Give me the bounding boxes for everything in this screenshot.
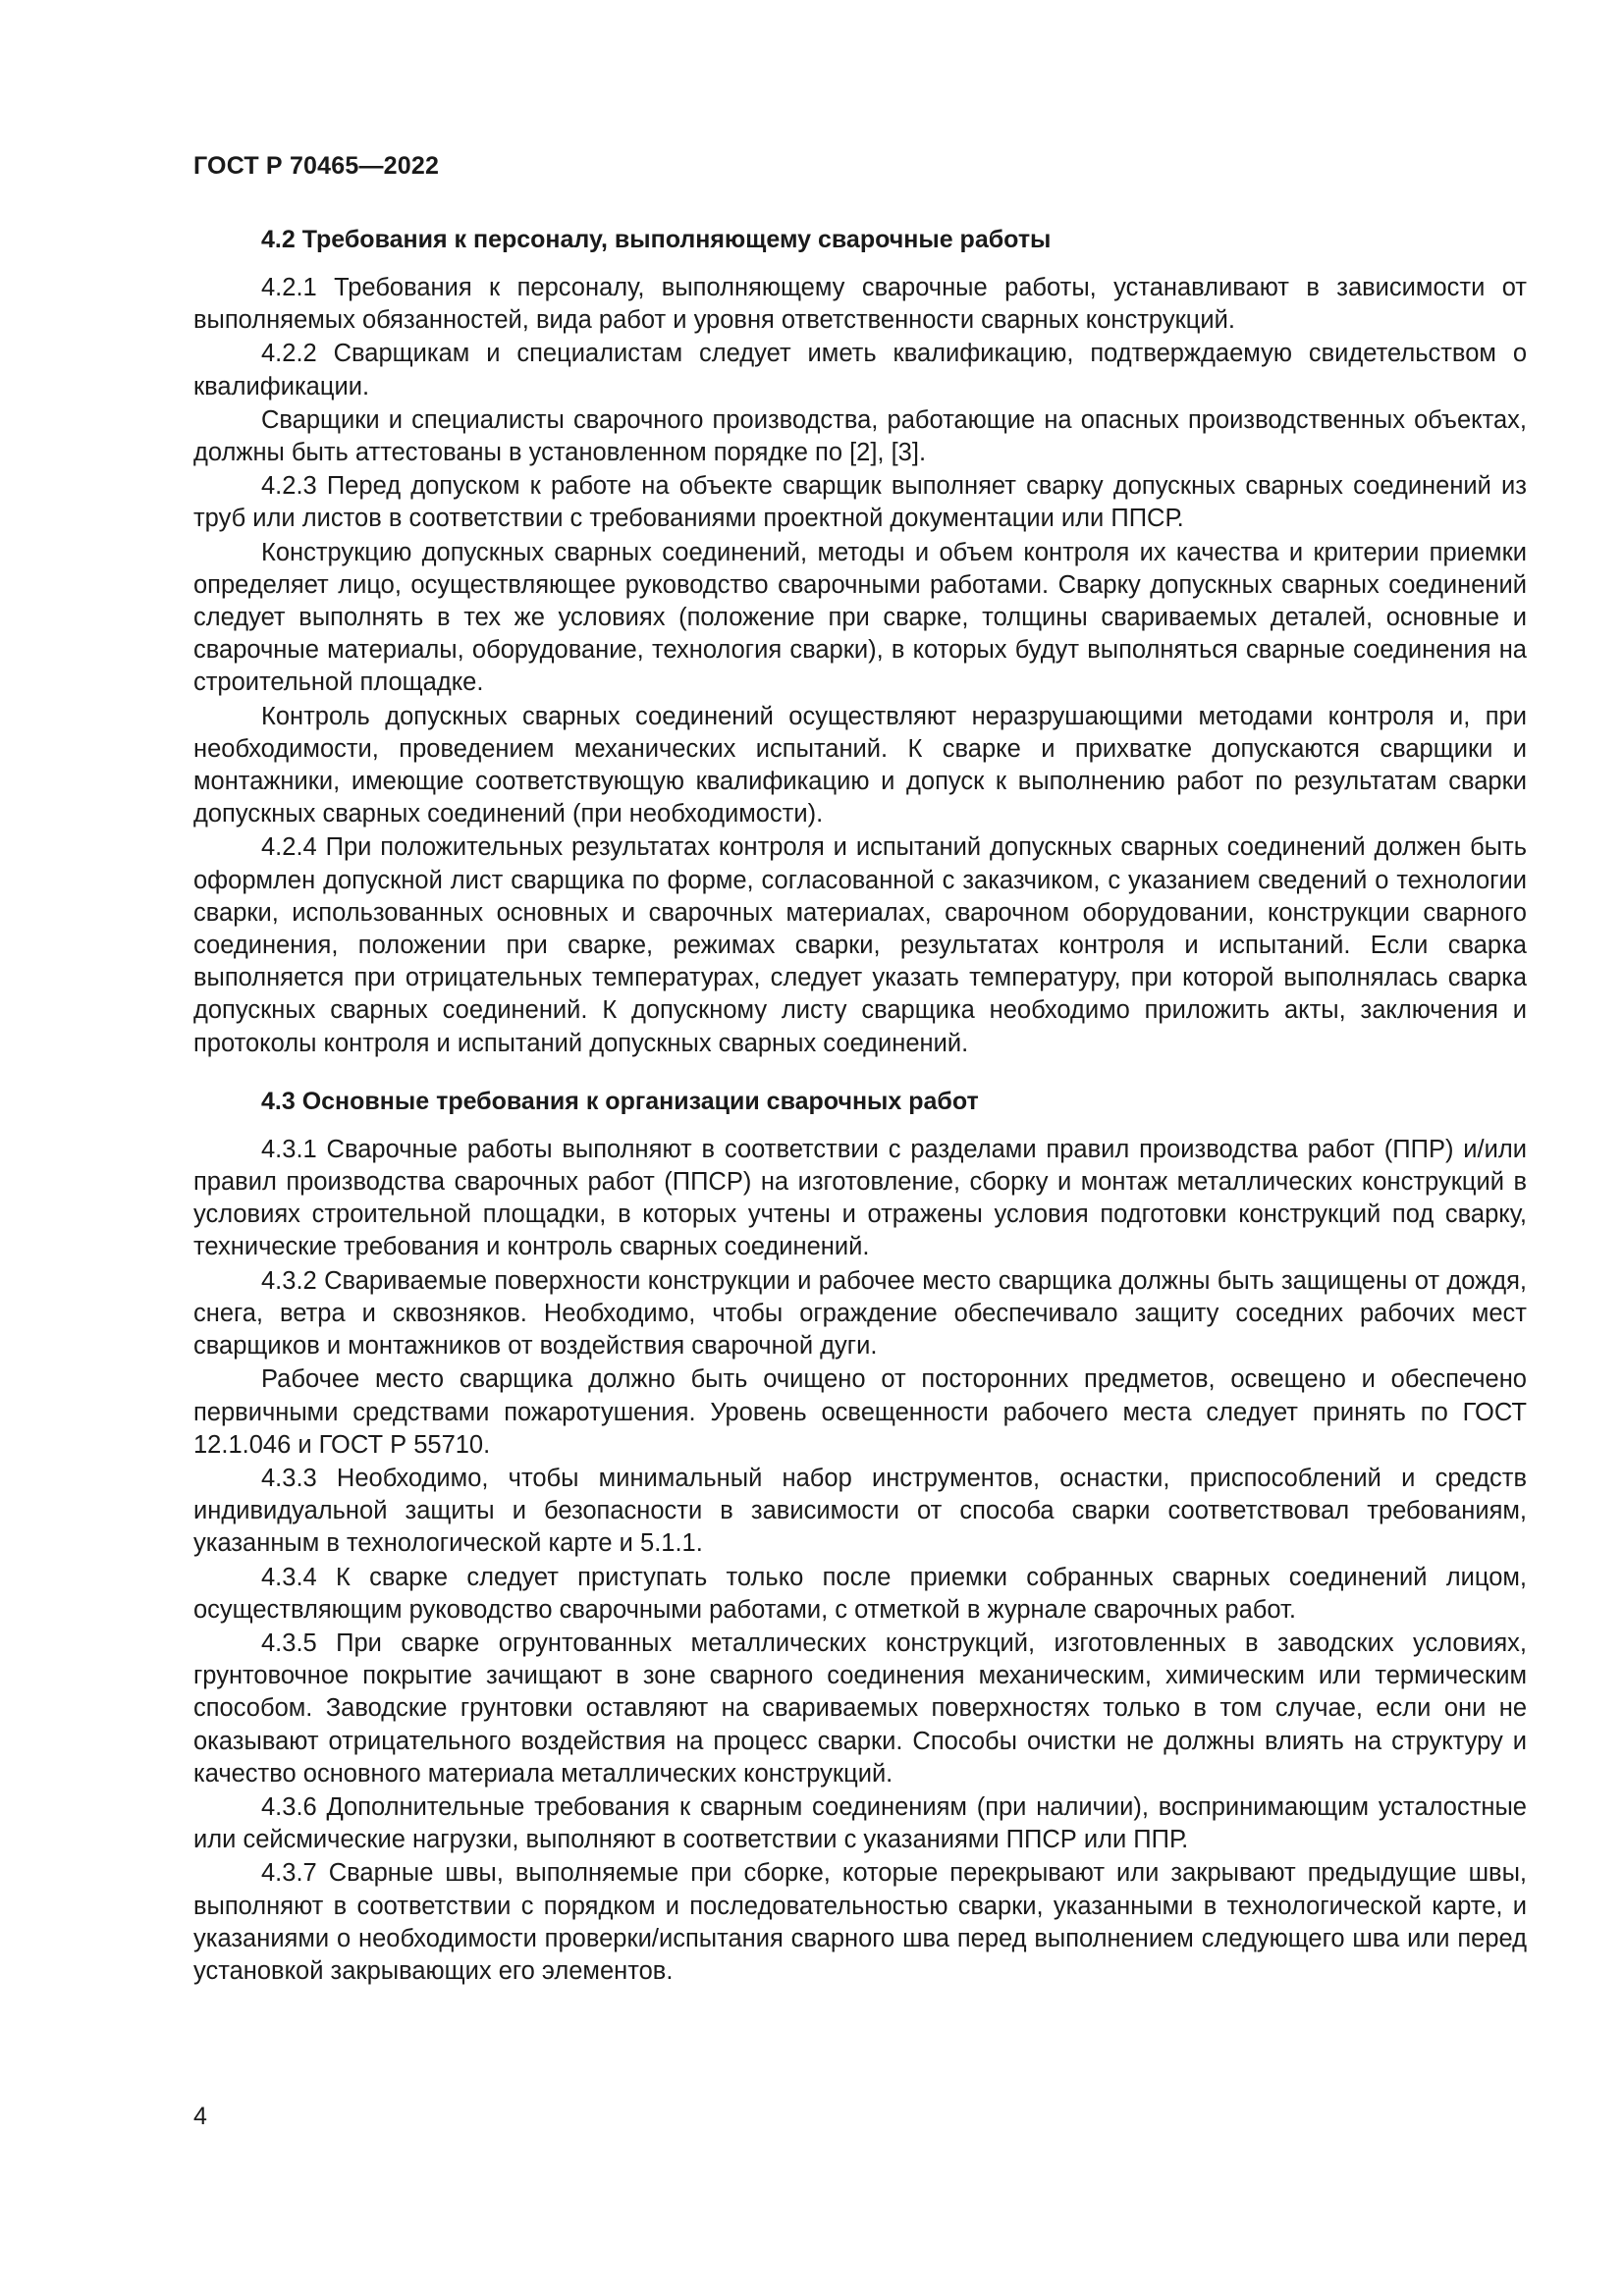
paragraph-4-3-3: 4.3.3 Необходимо, чтобы минимальный набор инструментов, оснастки, приспособлений и средств индивидуальной защиты и безопасности в зависимости от способа сварки соответствовал требованиям, указанным в технологической карте и 5.1.1. <box>193 1464 1527 1558</box>
paragraph-4-3-1: 4.3.1 Сварочные работы выполняют в соответствии с разделами правил производства работ (ППР) и/или правил производства сварочных работ (ППСР) на изготовление, сборку и монтаж металлических конструкций в условиях строительной площадки, в которых учтены и отражены условия подготовки конструкций под сварку, технические требования и контроль сварных соединений. <box>193 1135 1527 1261</box>
paragraph-4-2-3: 4.2.3 Перед допуском к работе на объекте сварщик выполняет сварку допускных сварных соединений из труб или листов в соответствии с требованиями проектной документации или ППСР. <box>193 472 1527 533</box>
document-code-header: ГОСТ Р 70465—2022 <box>193 152 440 180</box>
paragraph-4-2-2: 4.2.2 Сварщикам и специалистам следует иметь квалификацию, подтверждаемую свидетельством о квалификации. <box>193 340 1527 400</box>
paragraph-4-3-6: 4.3.6 Дополнительные требования к сварным соединениям (при наличии), воспринимающим усталостные или сейсмические нагрузки, выполняют в соответствии с указаниями ППСР или ППР. <box>193 1792 1527 1854</box>
page-number: 4 <box>193 2103 207 2130</box>
paragraph-4-3-7: 4.3.7 Сварные швы, выполняемые при сборке, которые перекрывают или закрывают предыдущие швы, выполняют в соответствии с порядком и последовательностью сварки, указанными в технологической карте, и указаниями о необходимости проверки/испытания сварного шва перед выполнением следующего шва или перед установкой закрывающих его элементов. <box>193 1859 1527 1985</box>
section-heading-4-2: 4.2 Требования к персоналу, выполняющему сварочные работы <box>261 226 1052 253</box>
paragraph-4-3-5: 4.3.5 При сварке огрунтованных металлических конструкций, изготовленных в заводских условиях, грунтовочное покрытие зачищают в зоне сварного соединения механическим, химическим или термическим способом. Заводские грунтовки оставляют на свариваемых поверхностях только в том случае, если они не оказывают отрицательного воздействия на процесс сварки. Способы очистки не должны влиять на структуру и качество основного материала металлических конструкций. <box>193 1629 1527 1788</box>
paragraph-4-2-4: 4.2.4 При положительных результатах контроля и испытаний допускных сварных соединений должен быть оформлен допускной лист сварщика по форме, согласованной с заказчиком, с указанием сведений о технологии сварки, использованных основных и сварочных материалах, сварочном оборудовании, конструкции сварного соединения, положении при сварке, режимах сварки, результатах контроля и испытаний. Если сварка выполняется при отрицательных температурах, следует указать температуру, при которой выполнялась сварка допускных сварных соединений. К допускному листу сварщика необходимо приложить акты, заключения и протоколы контроля и испытаний допускных сварных соединений. <box>193 833 1527 1057</box>
paragraph-4-3-2-workplace: Рабочее место сварщика должно быть очищено от посторонних предметов, освещено и обеспечено первичными средствами пожаротушения. Уровень освещенности рабочего места следует принять по ГОСТ 12.1.046 и ГОСТ Р 55710. <box>193 1365 1527 1459</box>
section-heading-4-3: 4.3 Основные требования к организации сварочных работ <box>261 1087 979 1115</box>
paragraph-4-2-1: 4.2.1 Требования к персоналу, выполняющему сварочные работы, устанавливают в зависимости от выполняемых обязанностей, вида работ и уровня ответственности сварных конструкций. <box>193 274 1527 335</box>
paragraph-4-2-3-control: Контроль допускных сварных соединений осуществляют неразрушающими методами контроля и, при необходимости, проведением механических испытаний. К сварке и прихватке допускаются сварщики и монтажники, имеющие соответствующую квалификацию и допуск к выполнению работ по результатам сварки допускных сварных соединений (при необходимости). <box>193 702 1527 828</box>
paragraph-4-2-3-design: Конструкцию допускных сварных соединений, методы и объем контроля их качества и критерии приемки определяет лицо, осуществляющее руководство сварочными работами. Сварку допускных сварных соединений следует выполнять в тех же условиях (положение при сварке, толщины свариваемых деталей, основные и сварочные материалы, оборудование, технология сварки), в которых будут выполняться сварные соединения на строительной площадке. <box>193 538 1527 697</box>
paragraph-4-2-2-attestation: Сварщики и специалисты сварочного производства, работающие на опасных производственных объектах, должны быть аттестованы в установленном порядке по [2], [3]. <box>193 405 1527 467</box>
document-body <box>193 224 1527 1989</box>
paragraph-4-3-2: 4.3.2 Свариваемые поверхности конструкции и рабочее место сварщика должны быть защищены от дождя, снега, ветра и сквозняков. Необходимо, чтобы ограждение обеспечивало защиту соседних рабочих мест сварщиков и монтажников от воздействия сварочной дуги. <box>193 1266 1527 1361</box>
paragraph-4-3-4: 4.3.4 К сварке следует приступать только после приемки собранных сварных соединений лицом, осуществляющим руководство сварочными работами, с отметкой в журнале сварочных работ. <box>193 1563 1527 1624</box>
